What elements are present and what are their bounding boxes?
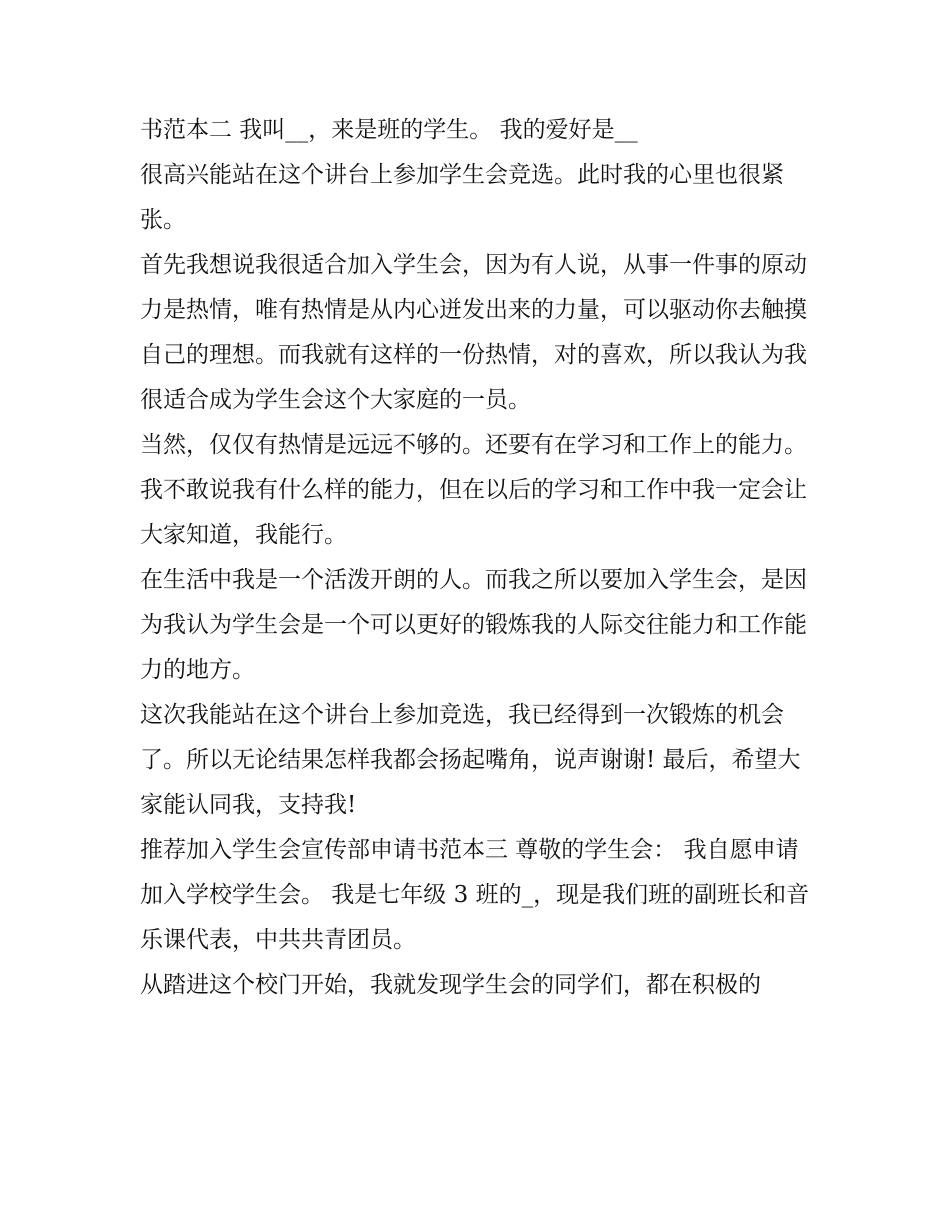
paragraph-4: 当然，仅仅有热情是远远不够的。还要有在学习和工作上的能力。我不敢说我有什么样的能力，但在以后的学习和工作中我一定会让大家知道，我能行。 (140, 432, 807, 548)
paragraph-2: 很高兴能站在这个讲台上参加学生会竞选。此时我的心里也很紧张。 (140, 162, 784, 233)
paragraph-5: 在生活中我是一个活泼开朗的人。而我之所以要加入学生会，是因为我认为学生会是一个可以更好的锻炼我的人际交往能力和工作能力的地方。 (140, 567, 807, 683)
document-body (140, 108, 820, 1008)
paragraph-3: 首先我想说我很适合加入学生会，因为有人说，从事一件事的原动力是热情，唯有热情是从内心迸发出来的力量，可以驱动你去触摸自己的理想。而我就有这样的一份热情，对的喜欢，所以我认为我很适合成为学生会这个大家庭的一员。 (140, 252, 807, 413)
paragraph-6: 这次我能站在这个讲台上参加竞选，我已经得到一次锻炼的机会了。所以无论结果怎样我都会扬起嘴角，说声谢谢! 最后，希望大家能认同我，支持我! (140, 702, 801, 818)
paragraph-1: 书范本二 我叫__，来是班的学生。 我的爱好是__ (140, 117, 638, 143)
paragraph-8: 从踏进这个校门开始，我就发现学生会的同学们，都在积极的 (140, 972, 761, 998)
paragraph-7: 推荐加入学生会宣传部申请书范本三 尊敬的学生会： 我自愿申请加入学校学生会。 我是七年级 3 班的_，现是我们班的副班长和音乐课代表，中共共青团员。 (140, 837, 810, 953)
